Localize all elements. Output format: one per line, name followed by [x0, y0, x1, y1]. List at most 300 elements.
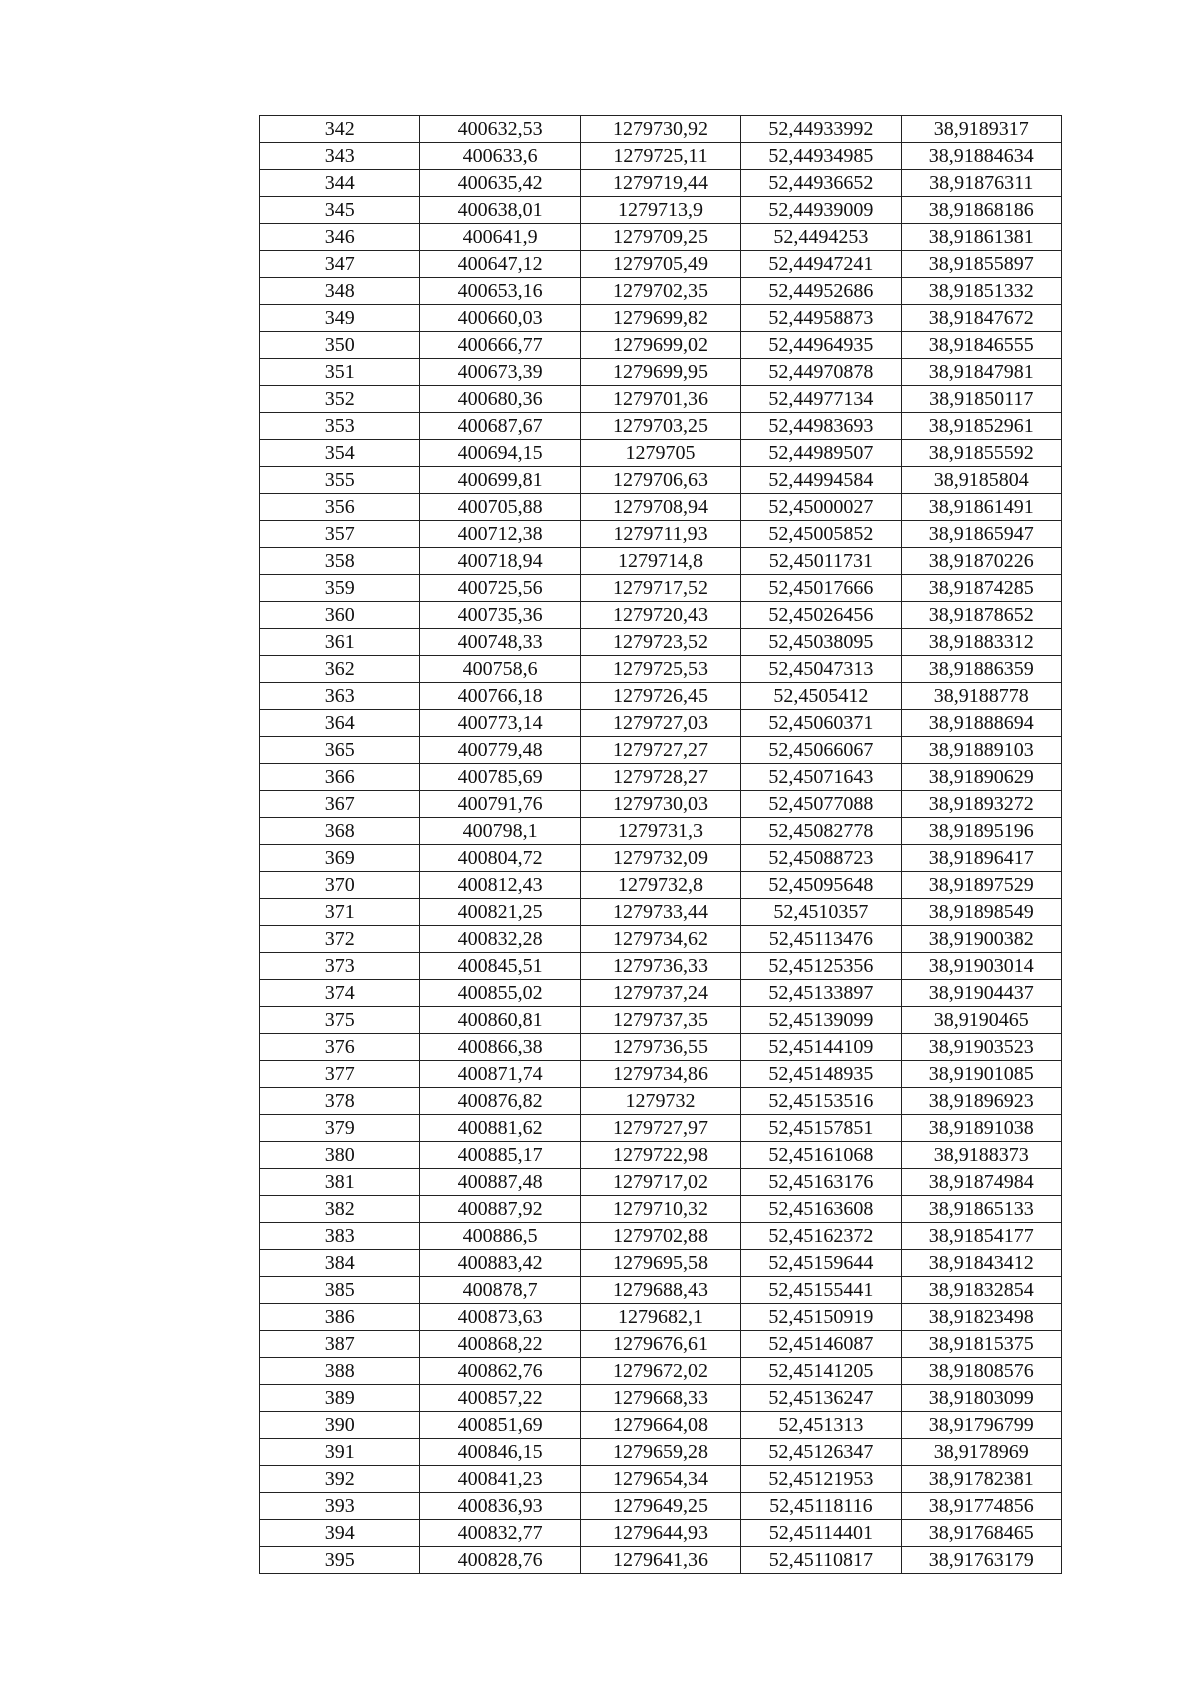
- x-coordinate-cell: 400860,81: [420, 1007, 580, 1034]
- y-coordinate-cell: 1279706,63: [580, 467, 740, 494]
- longitude-cell: 38,91904437: [901, 980, 1061, 1007]
- x-coordinate-cell: 400748,33: [420, 629, 580, 656]
- x-coordinate-cell: 400758,6: [420, 656, 580, 683]
- x-coordinate-cell: 400845,51: [420, 953, 580, 980]
- x-coordinate-cell: 400868,22: [420, 1331, 580, 1358]
- y-coordinate-cell: 1279732,09: [580, 845, 740, 872]
- y-coordinate-cell: 1279727,97: [580, 1115, 740, 1142]
- x-coordinate-cell: 400635,42: [420, 170, 580, 197]
- table-row: [260, 1520, 1062, 1547]
- table-row: [260, 521, 1062, 548]
- x-coordinate-cell: 400666,77: [420, 332, 580, 359]
- y-coordinate-cell: 1279654,34: [580, 1466, 740, 1493]
- point-number-cell: 358: [260, 548, 420, 575]
- longitude-cell: 38,91888694: [901, 710, 1061, 737]
- table-row: [260, 683, 1062, 710]
- longitude-cell: 38,91847672: [901, 305, 1061, 332]
- y-coordinate-cell: 1279702,35: [580, 278, 740, 305]
- x-coordinate-cell: 400699,81: [420, 467, 580, 494]
- longitude-cell: 38,91900382: [901, 926, 1061, 953]
- longitude-cell: 38,91846555: [901, 332, 1061, 359]
- point-number-cell: 365: [260, 737, 420, 764]
- x-coordinate-cell: 400804,72: [420, 845, 580, 872]
- latitude-cell: 52,45136247: [741, 1385, 901, 1412]
- x-coordinate-cell: 400735,36: [420, 602, 580, 629]
- latitude-cell: 52,45038095: [741, 629, 901, 656]
- x-coordinate-cell: 400866,38: [420, 1034, 580, 1061]
- y-coordinate-cell: 1279728,27: [580, 764, 740, 791]
- longitude-cell: 38,91851332: [901, 278, 1061, 305]
- y-coordinate-cell: 1279730,03: [580, 791, 740, 818]
- y-coordinate-cell: 1279736,55: [580, 1034, 740, 1061]
- latitude-cell: 52,45095648: [741, 872, 901, 899]
- point-number-cell: 354: [260, 440, 420, 467]
- table-row: [260, 413, 1062, 440]
- x-coordinate-cell: 400694,15: [420, 440, 580, 467]
- point-number-cell: 381: [260, 1169, 420, 1196]
- y-coordinate-cell: 1279649,25: [580, 1493, 740, 1520]
- coordinates-table: [259, 115, 1062, 1574]
- table-row: [260, 359, 1062, 386]
- longitude-cell: 38,91768465: [901, 1520, 1061, 1547]
- x-coordinate-cell: 400873,63: [420, 1304, 580, 1331]
- longitude-cell: 38,9189317: [901, 116, 1061, 143]
- latitude-cell: 52,44947241: [741, 251, 901, 278]
- y-coordinate-cell: 1279705,49: [580, 251, 740, 278]
- table-row: [260, 1277, 1062, 1304]
- x-coordinate-cell: 400632,53: [420, 116, 580, 143]
- longitude-cell: 38,91898549: [901, 899, 1061, 926]
- point-number-cell: 387: [260, 1331, 420, 1358]
- x-coordinate-cell: 400883,42: [420, 1250, 580, 1277]
- table-row: [260, 791, 1062, 818]
- longitude-cell: 38,91854177: [901, 1223, 1061, 1250]
- x-coordinate-cell: 400641,9: [420, 224, 580, 251]
- y-coordinate-cell: 1279699,02: [580, 332, 740, 359]
- longitude-cell: 38,91886359: [901, 656, 1061, 683]
- x-coordinate-cell: 400647,12: [420, 251, 580, 278]
- point-number-cell: 371: [260, 899, 420, 926]
- longitude-cell: 38,91774856: [901, 1493, 1061, 1520]
- latitude-cell: 52,45159644: [741, 1250, 901, 1277]
- longitude-cell: 38,91874285: [901, 575, 1061, 602]
- latitude-cell: 52,45060371: [741, 710, 901, 737]
- latitude-cell: 52,45082778: [741, 818, 901, 845]
- x-coordinate-cell: 400871,74: [420, 1061, 580, 1088]
- table-row: [260, 899, 1062, 926]
- latitude-cell: 52,4505412: [741, 683, 901, 710]
- x-coordinate-cell: 400828,76: [420, 1547, 580, 1574]
- table-row: [260, 251, 1062, 278]
- longitude-cell: 38,91861381: [901, 224, 1061, 251]
- point-number-cell: 363: [260, 683, 420, 710]
- table-row: [260, 926, 1062, 953]
- y-coordinate-cell: 1279734,62: [580, 926, 740, 953]
- x-coordinate-cell: 400725,56: [420, 575, 580, 602]
- longitude-cell: 38,91808576: [901, 1358, 1061, 1385]
- latitude-cell: 52,45133897: [741, 980, 901, 1007]
- longitude-cell: 38,9190465: [901, 1007, 1061, 1034]
- x-coordinate-cell: 400881,62: [420, 1115, 580, 1142]
- latitude-cell: 52,44936652: [741, 170, 901, 197]
- x-coordinate-cell: 400862,76: [420, 1358, 580, 1385]
- longitude-cell: 38,91903014: [901, 953, 1061, 980]
- longitude-cell: 38,91901085: [901, 1061, 1061, 1088]
- table-row: [260, 1412, 1062, 1439]
- latitude-cell: 52,45125356: [741, 953, 901, 980]
- longitude-cell: 38,91855897: [901, 251, 1061, 278]
- longitude-cell: 38,91843412: [901, 1250, 1061, 1277]
- latitude-cell: 52,45077088: [741, 791, 901, 818]
- x-coordinate-cell: 400687,67: [420, 413, 580, 440]
- longitude-cell: 38,91803099: [901, 1385, 1061, 1412]
- point-number-cell: 376: [260, 1034, 420, 1061]
- longitude-cell: 38,91903523: [901, 1034, 1061, 1061]
- longitude-cell: 38,91891038: [901, 1115, 1061, 1142]
- table-row: [260, 224, 1062, 251]
- longitude-cell: 38,91878652: [901, 602, 1061, 629]
- latitude-cell: 52,45026456: [741, 602, 901, 629]
- table-row: [260, 494, 1062, 521]
- x-coordinate-cell: 400653,16: [420, 278, 580, 305]
- table-row: [260, 872, 1062, 899]
- latitude-cell: 52,45017666: [741, 575, 901, 602]
- point-number-cell: 389: [260, 1385, 420, 1412]
- longitude-cell: 38,91847981: [901, 359, 1061, 386]
- point-number-cell: 353: [260, 413, 420, 440]
- longitude-cell: 38,91850117: [901, 386, 1061, 413]
- latitude-cell: 52,44994584: [741, 467, 901, 494]
- longitude-cell: 38,91823498: [901, 1304, 1061, 1331]
- longitude-cell: 38,91896923: [901, 1088, 1061, 1115]
- x-coordinate-cell: 400798,1: [420, 818, 580, 845]
- point-number-cell: 367: [260, 791, 420, 818]
- y-coordinate-cell: 1279699,95: [580, 359, 740, 386]
- latitude-cell: 52,451313: [741, 1412, 901, 1439]
- x-coordinate-cell: 400718,94: [420, 548, 580, 575]
- latitude-cell: 52,44933992: [741, 116, 901, 143]
- latitude-cell: 52,45113476: [741, 926, 901, 953]
- point-number-cell: 384: [260, 1250, 420, 1277]
- latitude-cell: 52,45088723: [741, 845, 901, 872]
- latitude-cell: 52,45162372: [741, 1223, 901, 1250]
- y-coordinate-cell: 1279708,94: [580, 494, 740, 521]
- x-coordinate-cell: 400846,15: [420, 1439, 580, 1466]
- latitude-cell: 52,44964935: [741, 332, 901, 359]
- y-coordinate-cell: 1279668,33: [580, 1385, 740, 1412]
- latitude-cell: 52,45163176: [741, 1169, 901, 1196]
- table-row: [260, 1007, 1062, 1034]
- table-row: [260, 1493, 1062, 1520]
- point-number-cell: 362: [260, 656, 420, 683]
- point-number-cell: 392: [260, 1466, 420, 1493]
- latitude-cell: 52,45011731: [741, 548, 901, 575]
- y-coordinate-cell: 1279703,25: [580, 413, 740, 440]
- table-row: [260, 710, 1062, 737]
- point-number-cell: 366: [260, 764, 420, 791]
- point-number-cell: 383: [260, 1223, 420, 1250]
- x-coordinate-cell: 400673,39: [420, 359, 580, 386]
- table-row: [260, 1115, 1062, 1142]
- latitude-cell: 52,45161068: [741, 1142, 901, 1169]
- table-row: [260, 1304, 1062, 1331]
- point-number-cell: 364: [260, 710, 420, 737]
- point-number-cell: 386: [260, 1304, 420, 1331]
- longitude-cell: 38,91763179: [901, 1547, 1061, 1574]
- latitude-cell: 52,45144109: [741, 1034, 901, 1061]
- x-coordinate-cell: 400791,76: [420, 791, 580, 818]
- point-number-cell: 388: [260, 1358, 420, 1385]
- longitude-cell: 38,9188778: [901, 683, 1061, 710]
- table-row: [260, 764, 1062, 791]
- point-number-cell: 360: [260, 602, 420, 629]
- y-coordinate-cell: 1279723,52: [580, 629, 740, 656]
- table-row: [260, 1142, 1062, 1169]
- point-number-cell: 385: [260, 1277, 420, 1304]
- x-coordinate-cell: 400680,36: [420, 386, 580, 413]
- point-number-cell: 378: [260, 1088, 420, 1115]
- x-coordinate-cell: 400779,48: [420, 737, 580, 764]
- y-coordinate-cell: 1279672,02: [580, 1358, 740, 1385]
- latitude-cell: 52,45146087: [741, 1331, 901, 1358]
- table-row: [260, 197, 1062, 224]
- table-row: [260, 737, 1062, 764]
- latitude-cell: 52,45047313: [741, 656, 901, 683]
- point-number-cell: 394: [260, 1520, 420, 1547]
- longitude-cell: 38,91852961: [901, 413, 1061, 440]
- table-row: [260, 278, 1062, 305]
- x-coordinate-cell: 400773,14: [420, 710, 580, 737]
- longitude-cell: 38,9178969: [901, 1439, 1061, 1466]
- y-coordinate-cell: 1279699,82: [580, 305, 740, 332]
- y-coordinate-cell: 1279737,24: [580, 980, 740, 1007]
- table-row: [260, 386, 1062, 413]
- point-number-cell: 393: [260, 1493, 420, 1520]
- y-coordinate-cell: 1279732: [580, 1088, 740, 1115]
- longitude-cell: 38,91889103: [901, 737, 1061, 764]
- latitude-cell: 52,45005852: [741, 521, 901, 548]
- x-coordinate-cell: 400841,23: [420, 1466, 580, 1493]
- y-coordinate-cell: 1279659,28: [580, 1439, 740, 1466]
- y-coordinate-cell: 1279705: [580, 440, 740, 467]
- latitude-cell: 52,45110817: [741, 1547, 901, 1574]
- table-row: [260, 1331, 1062, 1358]
- longitude-cell: 38,91782381: [901, 1466, 1061, 1493]
- x-coordinate-cell: 400886,5: [420, 1223, 580, 1250]
- point-number-cell: 344: [260, 170, 420, 197]
- y-coordinate-cell: 1279714,8: [580, 548, 740, 575]
- x-coordinate-cell: 400832,77: [420, 1520, 580, 1547]
- latitude-cell: 52,45139099: [741, 1007, 901, 1034]
- x-coordinate-cell: 400705,88: [420, 494, 580, 521]
- point-number-cell: 373: [260, 953, 420, 980]
- y-coordinate-cell: 1279734,86: [580, 1061, 740, 1088]
- point-number-cell: 368: [260, 818, 420, 845]
- y-coordinate-cell: 1279725,53: [580, 656, 740, 683]
- point-number-cell: 350: [260, 332, 420, 359]
- y-coordinate-cell: 1279676,61: [580, 1331, 740, 1358]
- point-number-cell: 391: [260, 1439, 420, 1466]
- latitude-cell: 52,45141205: [741, 1358, 901, 1385]
- longitude-cell: 38,9185804: [901, 467, 1061, 494]
- point-number-cell: 395: [260, 1547, 420, 1574]
- table-row: [260, 629, 1062, 656]
- y-coordinate-cell: 1279736,33: [580, 953, 740, 980]
- latitude-cell: 52,44934985: [741, 143, 901, 170]
- longitude-cell: 38,91883312: [901, 629, 1061, 656]
- point-number-cell: 361: [260, 629, 420, 656]
- latitude-cell: 52,4510357: [741, 899, 901, 926]
- x-coordinate-cell: 400766,18: [420, 683, 580, 710]
- longitude-cell: 38,91865133: [901, 1196, 1061, 1223]
- y-coordinate-cell: 1279737,35: [580, 1007, 740, 1034]
- y-coordinate-cell: 1279727,27: [580, 737, 740, 764]
- latitude-cell: 52,45000027: [741, 494, 901, 521]
- x-coordinate-cell: 400887,48: [420, 1169, 580, 1196]
- table-row: [260, 1547, 1062, 1574]
- latitude-cell: 52,44970878: [741, 359, 901, 386]
- longitude-cell: 38,9188373: [901, 1142, 1061, 1169]
- longitude-cell: 38,91855592: [901, 440, 1061, 467]
- longitude-cell: 38,91865947: [901, 521, 1061, 548]
- table-row: [260, 1466, 1062, 1493]
- longitude-cell: 38,91895196: [901, 818, 1061, 845]
- y-coordinate-cell: 1279695,58: [580, 1250, 740, 1277]
- y-coordinate-cell: 1279732,8: [580, 872, 740, 899]
- table-row: [260, 305, 1062, 332]
- latitude-cell: 52,44983693: [741, 413, 901, 440]
- y-coordinate-cell: 1279711,93: [580, 521, 740, 548]
- y-coordinate-cell: 1279717,02: [580, 1169, 740, 1196]
- latitude-cell: 52,45150919: [741, 1304, 901, 1331]
- y-coordinate-cell: 1279720,43: [580, 602, 740, 629]
- y-coordinate-cell: 1279722,98: [580, 1142, 740, 1169]
- y-coordinate-cell: 1279725,11: [580, 143, 740, 170]
- y-coordinate-cell: 1279719,44: [580, 170, 740, 197]
- point-number-cell: 343: [260, 143, 420, 170]
- point-number-cell: 348: [260, 278, 420, 305]
- table-row: [260, 1061, 1062, 1088]
- x-coordinate-cell: 400855,02: [420, 980, 580, 1007]
- y-coordinate-cell: 1279731,3: [580, 818, 740, 845]
- y-coordinate-cell: 1279709,25: [580, 224, 740, 251]
- x-coordinate-cell: 400885,17: [420, 1142, 580, 1169]
- latitude-cell: 52,45114401: [741, 1520, 901, 1547]
- table-row: [260, 1223, 1062, 1250]
- table-row: [260, 1169, 1062, 1196]
- point-number-cell: 377: [260, 1061, 420, 1088]
- point-number-cell: 374: [260, 980, 420, 1007]
- x-coordinate-cell: 400878,7: [420, 1277, 580, 1304]
- table-row: [260, 1034, 1062, 1061]
- point-number-cell: 372: [260, 926, 420, 953]
- x-coordinate-cell: 400785,69: [420, 764, 580, 791]
- x-coordinate-cell: 400851,69: [420, 1412, 580, 1439]
- point-number-cell: 357: [260, 521, 420, 548]
- y-coordinate-cell: 1279682,1: [580, 1304, 740, 1331]
- coordinates-table-body: [260, 116, 1062, 1574]
- longitude-cell: 38,91876311: [901, 170, 1061, 197]
- x-coordinate-cell: 400712,38: [420, 521, 580, 548]
- table-row: [260, 170, 1062, 197]
- latitude-cell: 52,45066067: [741, 737, 901, 764]
- point-number-cell: 375: [260, 1007, 420, 1034]
- latitude-cell: 52,45126347: [741, 1439, 901, 1466]
- longitude-cell: 38,91815375: [901, 1331, 1061, 1358]
- x-coordinate-cell: 400857,22: [420, 1385, 580, 1412]
- table-row: [260, 1250, 1062, 1277]
- point-number-cell: 346: [260, 224, 420, 251]
- y-coordinate-cell: 1279702,88: [580, 1223, 740, 1250]
- table-row: [260, 143, 1062, 170]
- table-row: [260, 845, 1062, 872]
- latitude-cell: 52,44958873: [741, 305, 901, 332]
- longitude-cell: 38,91861491: [901, 494, 1061, 521]
- x-coordinate-cell: 400887,92: [420, 1196, 580, 1223]
- point-number-cell: 356: [260, 494, 420, 521]
- point-number-cell: 351: [260, 359, 420, 386]
- point-number-cell: 390: [260, 1412, 420, 1439]
- latitude-cell: 52,45148935: [741, 1061, 901, 1088]
- x-coordinate-cell: 400876,82: [420, 1088, 580, 1115]
- y-coordinate-cell: 1279664,08: [580, 1412, 740, 1439]
- point-number-cell: 380: [260, 1142, 420, 1169]
- table-row: [260, 1358, 1062, 1385]
- latitude-cell: 52,45118116: [741, 1493, 901, 1520]
- latitude-cell: 52,45121953: [741, 1466, 901, 1493]
- x-coordinate-cell: 400660,03: [420, 305, 580, 332]
- table-row: [260, 980, 1062, 1007]
- longitude-cell: 38,91890629: [901, 764, 1061, 791]
- table-row: [260, 548, 1062, 575]
- y-coordinate-cell: 1279713,9: [580, 197, 740, 224]
- latitude-cell: 52,44977134: [741, 386, 901, 413]
- latitude-cell: 52,45155441: [741, 1277, 901, 1304]
- y-coordinate-cell: 1279726,45: [580, 683, 740, 710]
- y-coordinate-cell: 1279727,03: [580, 710, 740, 737]
- point-number-cell: 342: [260, 116, 420, 143]
- latitude-cell: 52,45153516: [741, 1088, 901, 1115]
- x-coordinate-cell: 400812,43: [420, 872, 580, 899]
- y-coordinate-cell: 1279710,32: [580, 1196, 740, 1223]
- x-coordinate-cell: 400832,28: [420, 926, 580, 953]
- latitude-cell: 52,45163608: [741, 1196, 901, 1223]
- table-row: [260, 1196, 1062, 1223]
- point-number-cell: 355: [260, 467, 420, 494]
- x-coordinate-cell: 400638,01: [420, 197, 580, 224]
- table-row: [260, 1439, 1062, 1466]
- longitude-cell: 38,91893272: [901, 791, 1061, 818]
- y-coordinate-cell: 1279730,92: [580, 116, 740, 143]
- longitude-cell: 38,91884634: [901, 143, 1061, 170]
- latitude-cell: 52,44952686: [741, 278, 901, 305]
- y-coordinate-cell: 1279644,93: [580, 1520, 740, 1547]
- y-coordinate-cell: 1279641,36: [580, 1547, 740, 1574]
- table-row: [260, 656, 1062, 683]
- point-number-cell: 370: [260, 872, 420, 899]
- table-row: [260, 1088, 1062, 1115]
- latitude-cell: 52,4494253: [741, 224, 901, 251]
- table-row: [260, 467, 1062, 494]
- table-row: [260, 332, 1062, 359]
- longitude-cell: 38,91832854: [901, 1277, 1061, 1304]
- point-number-cell: 359: [260, 575, 420, 602]
- table-row: [260, 818, 1062, 845]
- latitude-cell: 52,45157851: [741, 1115, 901, 1142]
- latitude-cell: 52,44989507: [741, 440, 901, 467]
- table-row: [260, 116, 1062, 143]
- point-number-cell: 379: [260, 1115, 420, 1142]
